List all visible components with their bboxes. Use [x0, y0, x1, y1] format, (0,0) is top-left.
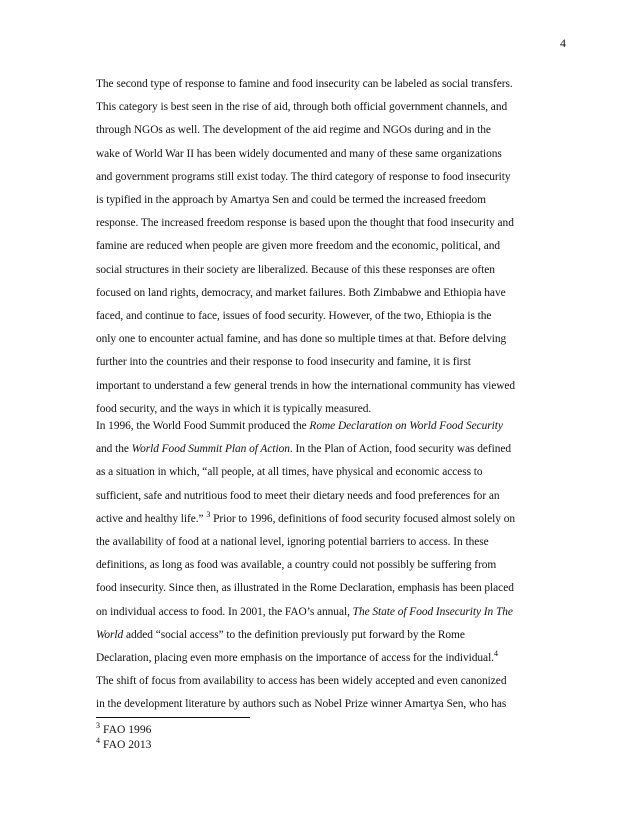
paragraph-social-transfers — [96, 73, 566, 421]
italic-title: World Food Summit Plan of Action — [131, 443, 290, 456]
text-line: wake of World War II has been widely documented and many of these same organizations — [96, 147, 502, 160]
text-line — [96, 415, 566, 438]
text-line: This category is best seen in the rise of aid, through both official government channels, and — [96, 101, 508, 114]
paragraph-world-food-summit — [96, 415, 566, 717]
text-line: faced, and continue to face, issues of food security. However, of the two, Ethiopia is the — [96, 310, 492, 323]
text-run: added “social access” to the definition previously put forward by the Rome — [123, 628, 465, 641]
footnote-divider — [96, 717, 250, 718]
text-line: as a situation in which, “all people, at all times, have physical and economic access to — [96, 466, 483, 479]
text-line: important to understand a few general trends in how the international community has viewed — [96, 379, 516, 392]
footnote-text: FAO 2013 — [103, 738, 152, 751]
text-line: The shift of focus from availability to access has been widely accepted and even canonized — [96, 675, 507, 688]
text-line: is typified in the approach by Amartya Sen and could be termed the increased freedom — [96, 194, 486, 207]
text-line: and government programs still exist today. The third category of response to food insecurity — [96, 170, 511, 183]
text-line: famine are reduced when people are given more freedom and the economic, political, and — [96, 240, 501, 253]
text-line: food security, and the ways in which it is typically measured. — [96, 402, 372, 415]
text-line: response. The increased freedom response is based upon the thought that food insecurity and — [96, 217, 514, 230]
text-line: social structures in their society are liberalized. Because of this these responses are often — [96, 263, 495, 276]
footnote-number: 4 — [96, 736, 100, 746]
footnote-number: 3 — [96, 721, 100, 731]
text-line — [96, 601, 566, 624]
footnote-reference: 4 — [493, 649, 498, 659]
text-line: the availability of food at a national level, ignoring potential barriers to access. In these — [96, 536, 489, 549]
text-line: only one to encounter actual famine, and has done so multiple times at that. Before delving — [96, 333, 507, 346]
text-line: in the development literature by authors such as Nobel Prize winner Amartya Sen, who has — [96, 698, 507, 711]
text-line: through NGOs as well. The development of the aid regime and NGOs during and in the — [96, 124, 491, 137]
text-line — [96, 508, 566, 531]
italic-title: The State of Food Insecurity In The — [352, 605, 513, 618]
text-run: . In the Plan of Action, food security was defined — [289, 443, 512, 456]
footnote — [96, 722, 396, 737]
italic-title: World — [96, 628, 124, 641]
footnote-text: FAO 1996 — [103, 723, 152, 736]
text-run: In 1996, the World Food Summit produced the — [96, 420, 310, 432]
text-run: Prior to 1996, definitions of food security focused almost solely on — [210, 512, 515, 525]
page-number: 4 — [560, 36, 566, 50]
text-line — [96, 647, 566, 670]
italic-title: Rome Declaration on World Food Security — [309, 420, 503, 432]
text-line: definitions, as long as food was available, a country could not possibly be suffering from — [96, 559, 497, 572]
text-line: further into the countries and their response to food insecurity and famine, it is first — [96, 356, 471, 369]
text-line: sufficient, safe and nutritious food to meet their dietary needs and food preferences for an — [96, 489, 500, 502]
text-run: and the — [96, 443, 132, 456]
text-line — [96, 624, 566, 647]
text-run: active and healthy life.” — [96, 512, 207, 525]
footnotes — [96, 722, 396, 752]
text-line: The second type of response to famine and food insecurity can be labeled as social transfers. — [96, 78, 513, 90]
footnote — [96, 737, 396, 752]
text-run: on individual access to food. In 2001, the FAO’s annual, — [96, 605, 353, 618]
text-line: focused on land rights, democracy, and market failures. Both Zimbabwe and Ethiopia have — [96, 286, 506, 299]
text-line: food insecurity. Since then, as illustrated in the Rome Declaration, emphasis has been placed — [96, 582, 514, 595]
text-line — [96, 438, 566, 461]
footnote-reference: 3 — [206, 510, 211, 520]
text-run: Declaration, placing even more emphasis on the importance of access for the individual. — [96, 652, 494, 665]
